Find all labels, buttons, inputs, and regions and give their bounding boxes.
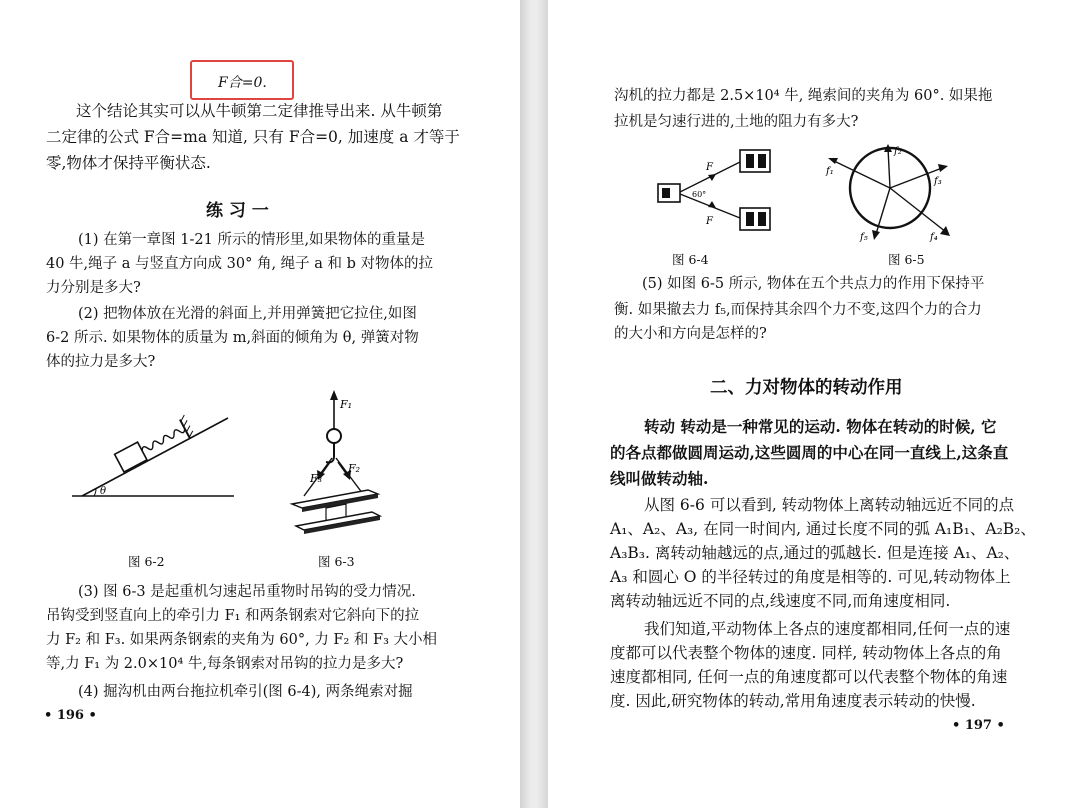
figure-6-5-five-forces <box>818 140 958 244</box>
intro-line-1: 这个结论其实可以从牛顿第二定律推导出来. 从牛顿第 <box>76 102 443 120</box>
page-gutter <box>520 0 548 808</box>
f3-label: F₃ <box>310 472 323 485</box>
exercise-title: 练 习 一 <box>206 201 269 221</box>
spring <box>141 426 186 454</box>
i-beam <box>292 490 380 534</box>
q3-line-3: 力 F₂ 和 F₃. 如果两条钢索的夹角为 60°, 力 F₂ 和 F₃ 大小相 <box>46 632 438 648</box>
hook-ring <box>327 429 341 443</box>
page-number-197: • 197 • <box>952 718 1005 733</box>
f5-label: f₅ <box>860 232 868 243</box>
figure-6-2-incline <box>68 400 238 510</box>
figure-6-5-caption: 图 6-5 <box>888 252 925 267</box>
q4-cont-line-1: 沟机的拉力都是 2.5×10⁴ 牛, 绳索间的夹角为 60°. 如果拖 <box>614 88 993 104</box>
f2-label: F₂ <box>348 462 361 475</box>
p2-line-5: 离转动轴远近不同的点,线速度不同,而角速度相同. <box>610 592 951 610</box>
q5-line-1: (5) 如图 6-5 所示, 物体在五个共点力的作用下保持平 <box>642 276 985 292</box>
tractor-bottom <box>740 208 770 230</box>
page-number-196: • 196 • <box>44 708 97 723</box>
wall <box>180 420 190 439</box>
p1-line-3: 线叫做转动轴. <box>610 469 709 488</box>
block-and-spring <box>114 415 196 474</box>
block <box>115 442 147 472</box>
q5-line-2: 衡. 如果撤去力 f₅,而保持其余四个力不变,这四个力的合力 <box>614 302 982 318</box>
p1-line-2: 的各点都做圆周运动,这些圆周的中心在同一直线上,这条直 <box>610 443 1009 462</box>
right-page <box>548 0 1080 808</box>
p2-line-3: A₃B₃. 离转动轴越远的点,通过的弧越长. 但是连接 A₁、A₂、 <box>610 544 1020 562</box>
incline-surface <box>82 418 228 496</box>
angle-60-label: 60° <box>692 190 707 199</box>
equilibrium-formula: F合=0. <box>218 75 267 91</box>
p3-line-2: 度都可以代表整个物体的速度. 同样, 转动物体上各点的角 <box>610 644 1002 662</box>
left-page <box>0 0 520 808</box>
force-f-top-label: F <box>706 162 713 173</box>
p3-line-3: 速度都相同, 任何一点的角速度都可以代表整个物体的角速 <box>610 668 1008 686</box>
q4-line-1: (4) 掘沟机由两台拖拉机牵引(图 6-4), 两条绳索对掘 <box>78 684 413 700</box>
q3-line-4: 等,力 F₁ 为 2.0×10⁴ 牛,每条钢索对吊钩的拉力是多大? <box>46 656 404 672</box>
tractor-top <box>740 150 770 172</box>
angle-theta-label: θ <box>100 486 107 497</box>
p2-line-4: A₃ 和圆心 O 的半径转过的角度是相等的. 可见,转动物体上 <box>610 568 1011 586</box>
q1-line-1: (1) 在第一章图 1-21 所示的情形里,如果物体的重量是 <box>78 232 426 248</box>
q2-line-2: 6-2 所示. 如果物体的质量为 m,斜面的倾角为 θ, 弹簧对物 <box>46 330 419 346</box>
force-f-bottom-label: F <box>706 216 713 227</box>
f3-label: f₃ <box>934 176 942 187</box>
figure-6-2-caption: 图 6-2 <box>128 554 165 569</box>
f2-label: f₂ <box>894 146 902 157</box>
figure-6-3-caption: 图 6-3 <box>318 554 355 569</box>
figure-6-4-caption: 图 6-4 <box>672 252 709 267</box>
f1-label: F₁ <box>340 398 353 411</box>
q1-line-3: 力分别是多大? <box>46 280 141 296</box>
hook <box>326 443 334 462</box>
q4-cont-line-2: 拉机是匀速行进的,土地的阻力有多大? <box>614 114 859 130</box>
p3-line-1: 我们知道,平动物体上各点的速度都相同,任何一点的速 <box>644 620 1011 638</box>
f1-label: f₁ <box>826 166 834 177</box>
q3-line-1: (3) 图 6-3 是起重机匀速起吊重物时吊钩的受力情况. <box>78 584 416 600</box>
p1-line-1: 转动 转动是一种常见的运动. 物体在转动的时候, 它 <box>644 417 997 436</box>
q3-line-2: 吊钩受到竖直向上的牵引力 F₁ 和两条钢索对它斜向下的拉 <box>46 608 420 624</box>
q5-line-3: 的大小和方向是怎样的? <box>614 326 767 342</box>
q2-line-3: 体的拉力是多大? <box>46 354 156 370</box>
q2-line-1: (2) 把物体放在光滑的斜面上,并用弹簧把它拉住,如图 <box>78 306 417 322</box>
intro-line-3: 零,物体才保持平衡状态. <box>46 154 211 172</box>
p2-line-1: 从图 6-6 可以看到, 转动物体上离转动轴远近不同的点 <box>644 496 1015 514</box>
section-title: 二、力对物体的转动作用 <box>710 378 903 398</box>
figure-6-3-crane-hook <box>282 386 392 546</box>
p3-line-4: 度. 因此,研究物体的转动,常用角速度表示转动的快慢. <box>610 692 976 710</box>
p2-line-2: A₁、A₂、A₃, 在同一时间内, 通过长度不同的弧 A₁B₁、A₂B₂、 <box>610 520 1036 538</box>
f4-label: f₄ <box>930 232 938 243</box>
figure-6-4-trencher <box>652 140 782 240</box>
intro-line-2: 二定律的公式 F合=ma 知道, 只有 F合=0, 加速度 a 才等于 <box>46 128 460 146</box>
q1-line-2: 40 牛,绳子 a 与竖直方向成 30° 角, 绳子 a 和 b 对物体的拉 <box>46 256 434 272</box>
